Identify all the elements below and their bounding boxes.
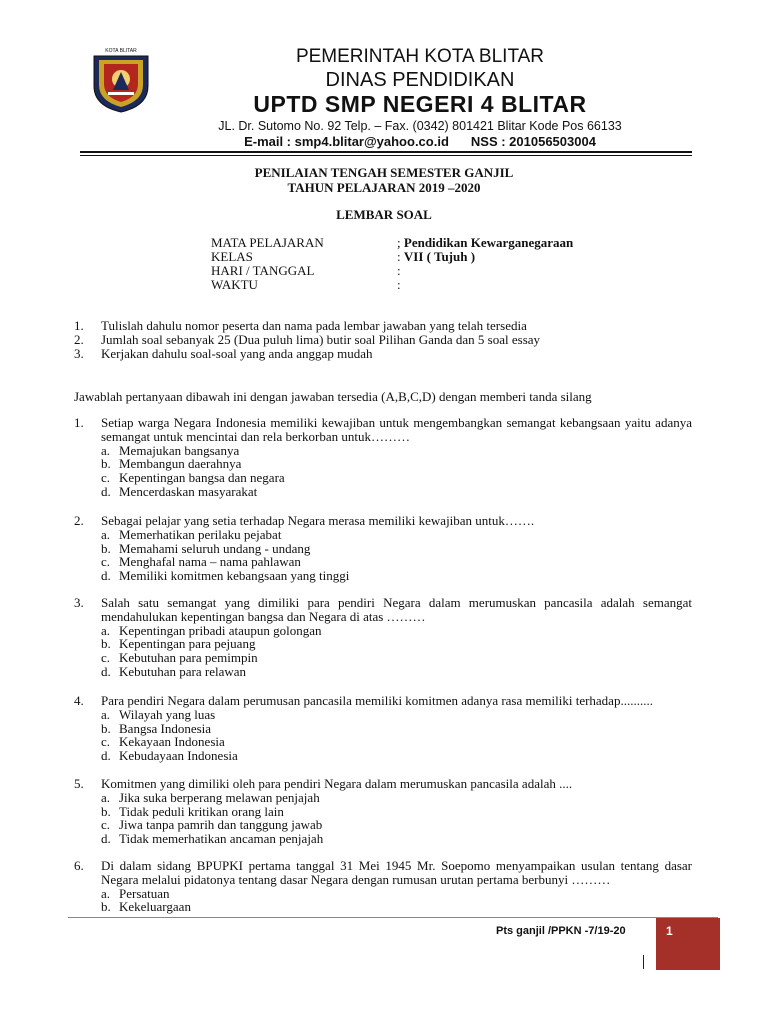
info-separator: : [397, 249, 404, 264]
option-text: Kepentingan para pejuang [119, 636, 256, 652]
question-text: Salah satu semangat yang dimiliki para pendiri Negara dalam merumuskan pancasila adalah semangat mendahulukan kepentingan bangsa dan Negara di atas ……… [101, 595, 692, 624]
info-value [397, 264, 401, 278]
info-separator: : [397, 263, 401, 278]
option-letter: b. [101, 720, 111, 736]
answer-option [101, 900, 692, 914]
letterhead-email: E-mail : smp4.blitar@yahoo.co.id [244, 134, 449, 149]
school-logo [86, 46, 156, 114]
answer-option [101, 637, 692, 651]
option-letter: d. [101, 748, 111, 764]
question-lead: Jawablah pertanyaan dibawah ini dengan jawaban tersedia (A,B,C,D) dengan memberi tanda silang [74, 389, 592, 404]
answer-option [101, 832, 692, 846]
question-text: Sebagai pelajar yang setia terhadap Negara merasa memiliki kewajiban untuk……. [101, 513, 535, 528]
question [74, 514, 692, 583]
option-text: Membangun daerahnya [119, 456, 242, 472]
option-text: Kepentingan pribadi ataupun golongan [119, 622, 322, 638]
info-value [397, 250, 475, 264]
question-number: 2. [74, 513, 84, 528]
page-number-box [656, 918, 720, 970]
option-text: Bangsa Indonesia [119, 720, 212, 736]
answer-option [101, 542, 692, 556]
answer-option [101, 555, 692, 569]
letterhead-rule-thick [80, 151, 692, 153]
question [74, 596, 692, 679]
answer-option [101, 722, 692, 736]
instructions-list [74, 319, 694, 361]
option-letter: b. [101, 899, 111, 915]
info-value [397, 278, 401, 292]
instruction-text: Kerjakan dahulu soal-soal yang anda anggap mudah [101, 346, 373, 361]
footer-text: Pts ganjil /PPKN -7/19-20 [496, 925, 626, 937]
answer-options [101, 887, 692, 915]
answer-options [101, 528, 692, 583]
info-value [397, 236, 573, 250]
info-row [211, 236, 631, 250]
option-text: Tidak memerhatikan ancaman penjajah [119, 831, 324, 847]
question-number: 5. [74, 776, 84, 791]
answer-option [101, 528, 692, 542]
page-number: 1 [666, 924, 673, 938]
instruction-text: Tulislah dahulu nomor peserta dan nama pada lembar jawaban yang telah tersedia [101, 318, 527, 333]
option-text: Kebutuhan para pemimpin [119, 650, 258, 666]
option-text: Kekayaan Indonesia [119, 734, 225, 750]
answer-options [101, 624, 692, 679]
question-text: Setiap warga Negara Indonesia memiliki kewajiban untuk mengembangkan semangat kebangsaan yaitu adanya semangat untuk mencintai dan rela berkorban untuk……… [101, 415, 692, 444]
option-letter: a. [101, 885, 111, 901]
option-text: Kepentingan bangsa dan negara [119, 470, 285, 486]
logo-caption: KOTA BLITAR [105, 48, 137, 54]
info-label: HARI / TANGGAL [211, 263, 315, 278]
instruction-item [74, 347, 694, 361]
answer-option [101, 665, 692, 679]
answer-option [101, 444, 692, 458]
answer-option [101, 708, 692, 722]
option-text: Kekeluargaan [119, 899, 191, 915]
letterhead-contact [160, 134, 680, 149]
instruction-number: 1. [74, 318, 84, 333]
answer-options [101, 444, 692, 499]
option-text: Memajukan bangsanya [119, 442, 240, 458]
option-letter: c. [101, 470, 111, 486]
option-text: Kebudayaan Indonesia [119, 748, 238, 764]
option-letter: b. [101, 456, 111, 472]
instruction-number: 2. [74, 332, 84, 347]
letterhead-address: JL. Dr. Sutomo No. 92 Telp. – Fax. (0342) 801421 Blitar Kode Pos 66133 [218, 119, 622, 133]
answer-option [101, 624, 692, 638]
instruction-item [74, 333, 694, 347]
option-letter: c. [101, 817, 111, 833]
option-text: Tidak peduli kritikan orang lain [119, 803, 284, 819]
option-letter: a. [101, 622, 111, 638]
option-letter: d. [101, 568, 111, 584]
answer-option [101, 651, 692, 665]
letterhead-department: DINAS PENDIDIKAN [325, 69, 515, 91]
option-letter: c. [101, 734, 111, 750]
option-text: Jika suka berperang melawan penjajah [119, 789, 320, 805]
school-year: TAHUN PELAJARAN 2019 –2020 [287, 180, 481, 195]
option-letter: a. [101, 442, 111, 458]
instruction-item [74, 319, 694, 333]
question-number: 4. [74, 693, 84, 708]
answer-option [101, 735, 692, 749]
option-text: Jiwa tanpa pamrih dan tanggung jawab [119, 817, 323, 833]
exam-title: PENILAIAN TENGAH SEMESTER GANJIL [254, 165, 514, 180]
info-label: MATA PELAJARAN [211, 235, 324, 250]
option-text: Memahami seluruh undang - undang [119, 540, 311, 556]
info-row [211, 264, 631, 278]
option-text: Mencerdaskan masyarakat [119, 483, 258, 499]
option-text: Menghafal nama – nama pahlawan [119, 554, 301, 570]
question-text: Di dalam sidang BPUPKI pertama tanggal 31 Mei 1945 Mr. Soepomo menyampaikan usulan tentang dasar Negara melalui pidatonya tentang dasar Negara dengan rumusan urutan pertama berbunyi ……… [101, 858, 692, 887]
info-label: KELAS [211, 249, 253, 264]
question-text: Para pendiri Negara dalam perumusan pancasila memiliki komitmen adanya rasa memiliki terhadap.......... [101, 693, 653, 708]
info-row [211, 278, 631, 292]
answer-option [101, 471, 692, 485]
option-text: Kebutuhan para relawan [119, 663, 247, 679]
exam-info [211, 236, 631, 292]
option-letter: a. [101, 526, 111, 542]
answer-options [101, 708, 692, 763]
option-text: Memerhatikan perilaku pejabat [119, 526, 282, 542]
question [74, 694, 692, 763]
answer-option [101, 818, 692, 832]
text-cursor [643, 955, 644, 969]
info-separator: : [397, 277, 401, 292]
option-letter: c. [101, 650, 111, 666]
question [74, 777, 692, 846]
info-separator: ; [397, 235, 404, 250]
answer-option [101, 805, 692, 819]
footer-rule [68, 917, 718, 918]
option-letter: d. [101, 831, 111, 847]
question-number: 3. [74, 595, 84, 610]
option-letter: a. [101, 789, 111, 805]
option-letter: d. [101, 483, 111, 499]
option-letter: b. [101, 636, 111, 652]
option-text: Memiliki komitmen kebangsaan yang tinggi [119, 568, 350, 584]
answer-option [101, 749, 692, 763]
info-value-text: Pendidikan Kewarganegaraan [403, 235, 574, 250]
sheet-title: LEMBAR SOAL [336, 207, 432, 222]
answer-option [101, 457, 692, 471]
instruction-number: 3. [74, 346, 84, 361]
question-number: 6. [74, 858, 84, 873]
option-text: Wilayah yang luas [119, 706, 216, 722]
option-letter: b. [101, 803, 111, 819]
info-row [211, 250, 631, 264]
option-letter: a. [101, 706, 111, 722]
option-letter: b. [101, 540, 111, 556]
letterhead-rule-thin [80, 155, 692, 156]
answer-option [101, 569, 692, 583]
question-text: Komitmen yang dimiliki oleh para pendiri Negara dalam merumuskan pancasila adalah .... [101, 776, 573, 791]
answer-option [101, 887, 692, 901]
letterhead-nss: NSS : 201056503004 [470, 134, 596, 149]
question [74, 416, 692, 499]
question [74, 859, 692, 914]
instruction-text: Jumlah soal sebanyak 25 (Dua puluh lima) butir soal Pilihan Ganda dan 5 soal essay [101, 332, 541, 347]
letterhead-government: PEMERINTAH KOTA BLITAR [295, 46, 545, 67]
answer-options [101, 791, 692, 846]
answer-option [101, 485, 692, 499]
info-label: WAKTU [211, 277, 258, 292]
option-text: Persatuan [119, 885, 170, 901]
option-letter: c. [101, 554, 111, 570]
info-value-text: VII ( Tujuh ) [403, 249, 476, 264]
answer-option [101, 791, 692, 805]
letterhead-school-name: UPTD SMP NEGERI 4 BLITAR [253, 91, 587, 117]
option-letter: d. [101, 663, 111, 679]
question-number: 1. [74, 415, 84, 430]
